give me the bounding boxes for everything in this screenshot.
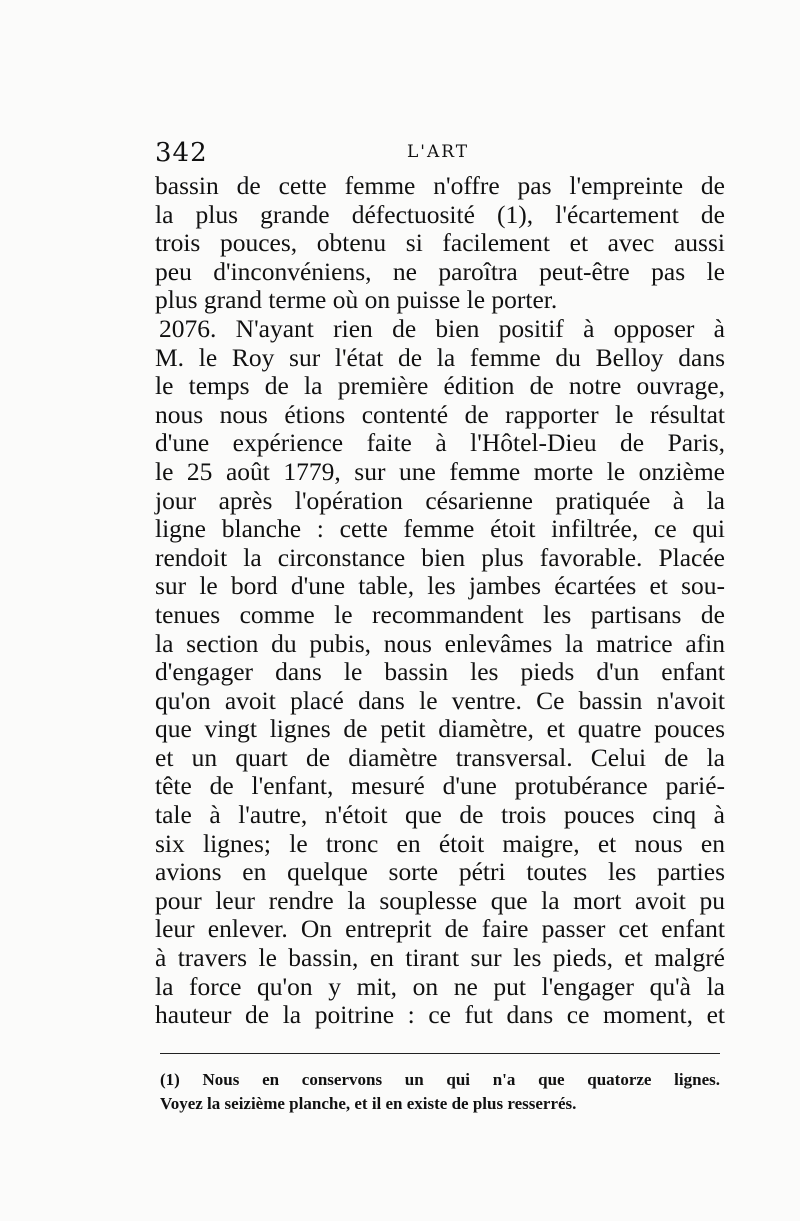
running-head: L'ART [407,142,470,162]
text-line: tale à l'autre, n'étoit que de trois pouces cinq à [155,800,725,830]
text-line: la plus grande défectuosité (1), l'écartement de [155,199,725,229]
text-line: le 25 août 1779, sur une femme morte le onzième [155,456,725,486]
footnote-divider [160,1053,720,1054]
text-line: six lignes; le tronc en étoit maigre, et nous en [155,828,725,858]
page-header [155,138,720,170]
text-line: ligne blanche : cette femme étoit infiltrée, ce qui [155,514,725,544]
footnote [160,1068,720,1116]
text-line: avions en quelque sorte pétri toutes les parties [155,857,725,887]
footnote-line: Voyez la seizième planche, et il en existe de plus resserrés. [160,1094,577,1113]
text-line: nous nous étions contenté de rapporter le résultat [155,399,725,429]
text-line: d'une expérience faite à l'Hôtel-Dieu de Paris, [155,428,725,458]
text-line: jour après l'opération césarienne pratiquée à la [155,485,725,515]
text-line: trois pouces, obtenu si facilement et avec aussi [155,228,725,258]
footnote-line: (1) Nous en conservons un qui n'a que quatorze lignes. [160,1070,720,1089]
text-line: qu'on avoit placé dans le ventre. Ce bassin n'avoit [155,685,725,715]
text-line: que vingt lignes de petit diamètre, et quatre pouces [155,714,725,744]
text-line: peu d'inconvéniens, ne paroîtra peut-être pas le [155,256,725,286]
text-line: rendoit la circonstance bien plus favorable. Placée [155,542,725,572]
text-line: le temps de la première édition de notre ouvrage, [155,371,725,401]
text-line: plus grand terme où on puisse le porter. [155,285,558,315]
page-number: 342 [155,138,208,168]
text-line: tenues comme le recommandent les partisans de [155,599,725,629]
text-line: bassin de cette femme n'offre pas l'empreinte de [155,171,725,200]
text-line: sur le bord d'une table, les jambes écartées et sou- [155,571,725,601]
text-line: la section du pubis, nous enlevâmes la matrice afin [155,628,725,658]
text-line: pour leur rendre la souplesse que la mort avoit pu [155,885,725,915]
text-line: la force qu'on y mit, on ne put l'engager qu'à la [155,971,725,1001]
body-text [155,172,725,1030]
paragraph-start-2076: 2076. N'ayant rien de bien positif à opposer à [159,313,725,343]
text-line: tête de l'enfant, mesuré d'une protubérance parié- [155,771,725,801]
text-line: hauteur de la poitrine : ce fut dans ce moment, et [155,1000,725,1030]
text-line: et un quart de diamètre transversal. Celui de la [155,742,725,772]
text-line: à travers le bassin, en tirant sur les pieds, et malgré [155,943,725,973]
text-line: M. le Roy sur l'état de la femme du Belloy dans [155,342,725,372]
text-line: leur enlever. On entreprit de faire passer cet enfant [155,914,725,944]
text-line: d'engager dans le bassin les pieds d'un enfant [155,657,725,687]
